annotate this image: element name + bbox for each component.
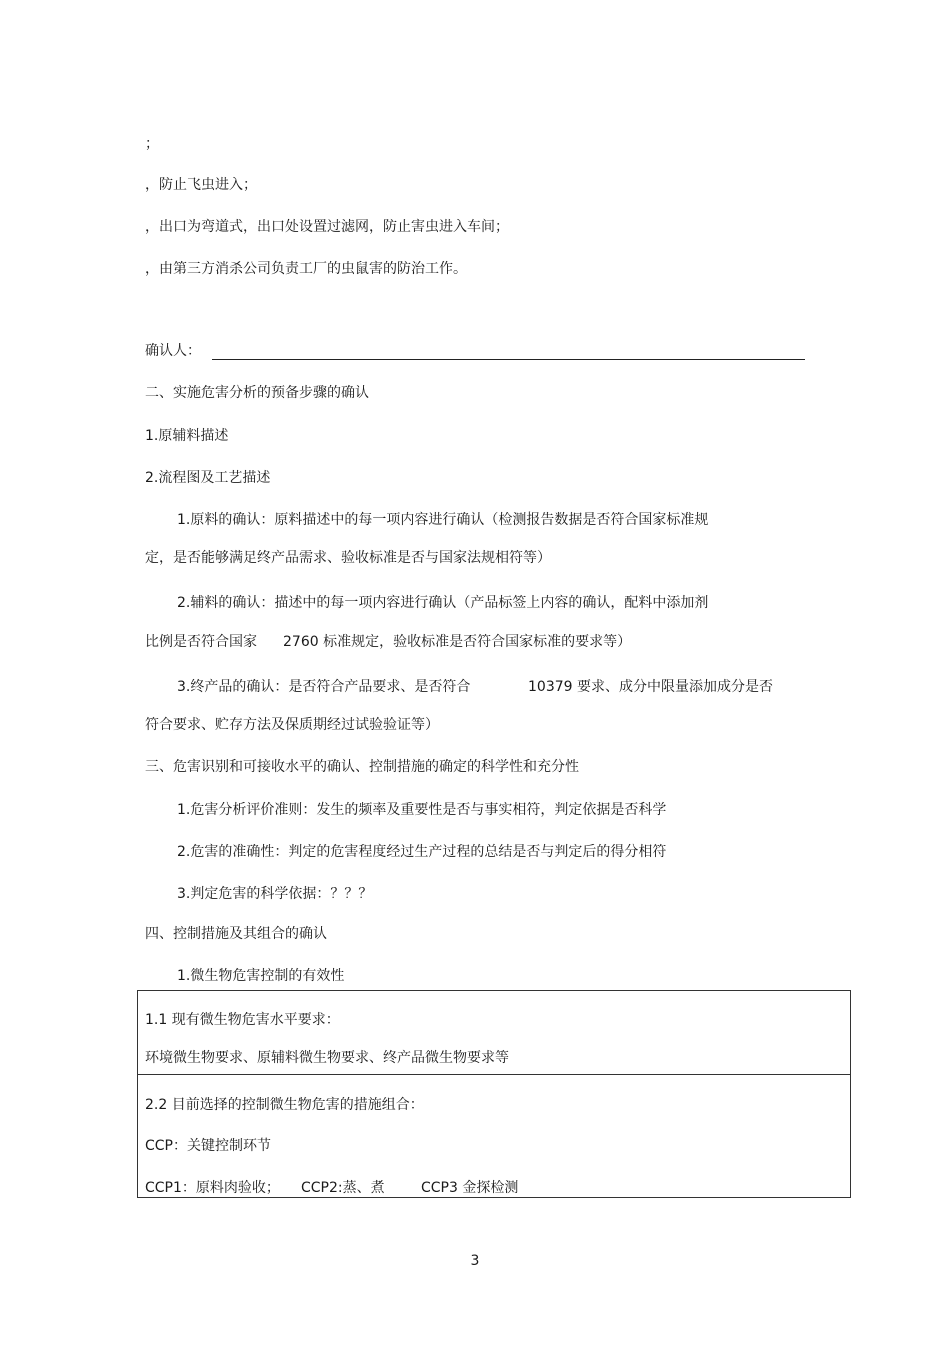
box-2-heading: 2.2 目前选择的控制微生物危害的措施组合： xyxy=(145,1097,424,1113)
box-1-requirements: 环境微生物要求、原辅料微生物要求、终产品微生物要求等 xyxy=(145,1050,509,1066)
fragment-exit-design: ，出口为弯道式，出口处设置过滤网，防止害虫进入车间； xyxy=(145,219,509,235)
section-3-item-1: 1.危害分析评价准则：发生的频率及重要性是否与事实相符，判定依据是否科学 xyxy=(177,802,667,818)
box-2-ccp-definition: CCP：关键控制环节 xyxy=(145,1138,271,1154)
fragment-pest-control: ，由第三方消杀公司负责工厂的虫鼠害的防治工作。 xyxy=(145,261,467,277)
box-2-ccp1: CCP1：原料肉验收； xyxy=(145,1180,280,1196)
box-2-ccp3: CCP3 金探检测 xyxy=(421,1180,519,1196)
confirmer-label: 确认人： xyxy=(145,343,201,359)
section-2-para-3-line-1a: 3.终产品的确认：是否符合产品要求、是否符合 xyxy=(177,679,471,695)
section-3-heading: 三、危害识别和可接收水平的确认、控制措施的确定的科学性和充分性 xyxy=(145,759,579,775)
section-2-item-2: 2.流程图及工艺描述 xyxy=(145,470,271,486)
section-2-item-1: 1.原辅料描述 xyxy=(145,428,229,444)
fragment-flying-insects: ，防止飞虫进入； xyxy=(145,177,257,193)
section-2-heading: 二、实施危害分析的预备步骤的确认 xyxy=(145,385,369,401)
microbial-requirements-box xyxy=(137,990,851,1075)
page-number: 3 xyxy=(470,1253,480,1269)
section-2-para-2-line-2b: 2760 标准规定，验收标准是否符合国家标准的要求等） xyxy=(283,634,632,650)
section-4-heading: 四、控制措施及其组合的确认 xyxy=(145,926,327,942)
section-3-item-3: 3.判定危害的科学依据：？？？ xyxy=(177,886,373,902)
control-measures-box xyxy=(137,1074,851,1198)
section-2-para-2-line-2a: 比例是否符合国家 xyxy=(145,634,257,650)
box-1-heading: 1.1 现有微生物危害水平要求： xyxy=(145,1012,340,1028)
section-2-para-1-line-1: 1.原料的确认：原料描述中的每一项内容进行确认（检测报告数据是否符合国家标准规 xyxy=(177,512,709,528)
section-3-item-2: 2.危害的准确性：判定的危害程度经过生产过程的总结是否与判定后的得分相符 xyxy=(177,844,667,860)
confirmer-signature-line xyxy=(212,359,805,360)
section-2-para-2-line-1: 2.辅料的确认：描述中的每一项内容进行确认（产品标签上内容的确认，配料中添加剂 xyxy=(177,595,709,611)
section-2-para-1-line-2: 定，是否能够满足终产品需求、验收标准是否与国家法规相符等） xyxy=(145,550,551,566)
section-4-item-1: 1.微生物危害控制的有效性 xyxy=(177,968,345,984)
box-2-ccp2: CCP2:蒸、煮 xyxy=(301,1180,385,1196)
section-2-para-3-line-1b: 10379 要求、成分中限量添加成分是否 xyxy=(528,679,773,695)
fragment-semicolon: ； xyxy=(145,136,159,152)
section-2-para-3-line-2: 符合要求、贮存方法及保质期经过试验验证等） xyxy=(145,717,439,733)
